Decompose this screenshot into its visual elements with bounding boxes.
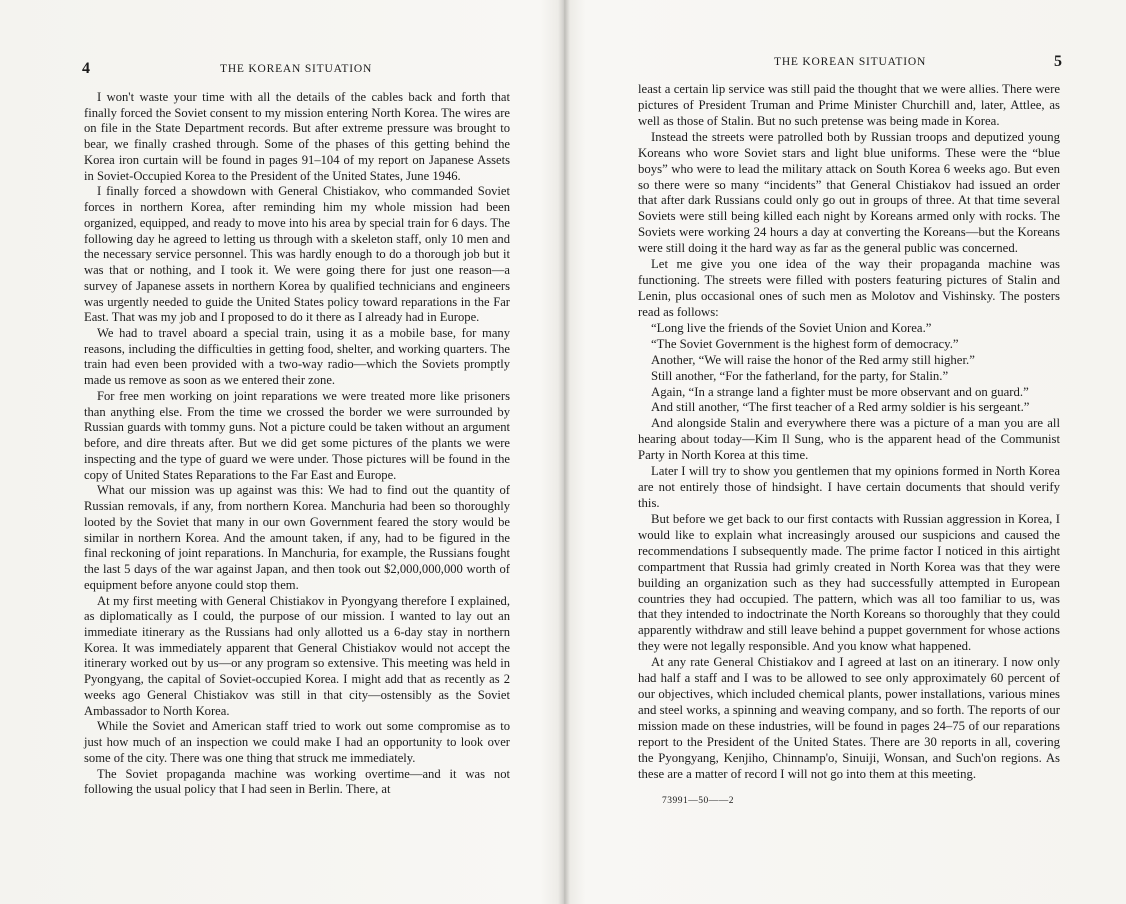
page-number-left: 4 <box>82 60 90 77</box>
paragraph: I finally forced a showdown with General Chistiakov, who commanded Soviet forces in northern Korea, after reminding him my whole mission had been organized, equipped, and ready to move into his area by special train for 6 days. The following day he agreed to letting us through with a skeleton staff, only 10 men and the necessary service personnel. This was hardly enough to do a thorough job but it was that or nothing, and I took it. We were going there for just one reason—a survey of Japanese assets in northern Korea by qualified technicians and engineers was urgently needed to guide the United States policy toward reparations in the Far East. That was my job and I proposed to do it there as I already had in Europe. <box>84 184 510 325</box>
paragraph: For free men working on joint reparations we were treated more like prisoners than anything else. From the time we crossed the border we were surrounded by Russian guards with tommy guns. Not a picture could be taken without an argument before, and dire threats after. But we did get some pictures of the plants we were inspecting and the type of guard we were under. Those pictures will be found in the copy of United States Reparations to the Far East and Europe. <box>84 388 510 482</box>
paragraph: Still another, “For the fatherland, for the party, for Stalin.” <box>651 368 949 383</box>
paragraph: At any rate General Chistiakov and I agreed at last on an itinerary. I now only had half a staff and I was to be allowed to see only approximately 60 percent of our objectives, which included chemical plants, power installations, various mines and steel works, a spinning and weaving company, and so forth. The reports of our mission made on these industries, will be found in pages 24–75 of our reparations report to the President of the United States. There are 30 reports in all, covering the Pyongyang, Kenjiho, Chinnamp'o, Sinuiji, Wonsan, and Such'on regions. As these are a matter of record I will not go into them at this meeting. <box>638 655 1060 781</box>
paragraph: What our mission was up against was this: We had to find out the quantity of Russian removals, if any, from northern Korea. Manchuria had been so thoroughly looted by the Soviet that many in our own Government feared the story would be similar in northern Korea. And the amount taken, if any, had to be figured in the final reckoning of joint reparations. In Manchuria, for example, the Russians fought the last 5 days of the war against Japan, and then took out $2,000,000,000 worth of equipment before anyone could stop them. <box>84 483 510 592</box>
running-head-left: THE KOREAN SITUATION <box>220 63 373 75</box>
paragraph: The Soviet propaganda machine was working overtime—and it was not following the usual policy that I had seen in Berlin. There, at <box>84 766 510 797</box>
paragraph: Later I will try to show you gentlemen that my opinions formed in North Korea are not entirely those of hindsight. I have certain documents that should verify this. <box>638 464 1060 510</box>
paragraph: Another, “We will raise the honor of the Red army still higher.” <box>651 352 975 367</box>
paragraph: Again, “In a strange land a fighter must be more observant and on guard.” <box>651 384 1029 399</box>
paragraph: We had to travel aboard a special train, using it as a mobile base, for many reasons, including the difficulties in getting food, shelter, and working quarters. The train had even been provided with a two-way radio—which the Soviets promptly made us remove as soon as we entered their zone. <box>84 326 510 388</box>
paragraph: Let me give you one idea of the way their propaganda machine was functioning. The streets were filled with posters featuring pictures of Stalin and Lenin, plus occasional ones of such men as Molotov and Vishinsky. The posters read as follows: <box>638 257 1060 319</box>
print-code: 73991—50——2 <box>662 796 734 806</box>
paragraph: While the Soviet and American staff tried to work out some compromise as to just how much of an inspection we could make I had an opportunity to look over some of the city. There was one thing that struck me immediately. <box>84 719 510 765</box>
paragraph: At my first meeting with General Chistiakov in Pyongyang therefore I explained, as diplomatically as I could, the purpose of our mission. I wanted to lay out an immediate itinerary as the Russians had only allotted us a 6-day stay in northern Korea. It was immediately apparent that General Chistiakov would not accept the itinerary worked out by us—or any program so extensive. This meeting was held in Pyongyang, the capital of Soviet-occupied Korea. I might add that as recently as 2 weeks ago General Chistiakov was still in that city—ostensibly as the Soviet Ambassador to North Korea. <box>84 593 510 718</box>
paragraph: “The Soviet Government is the highest form of democracy.” <box>651 336 959 351</box>
paragraph: “Long live the friends of the Soviet Union and Korea.” <box>651 320 932 335</box>
paragraph: But before we get back to our first contacts with Russian aggression in Korea, I would like to explain what increasingly aroused our suspicions and caused the recommendations I subsequently made. The prime factor I noticed in this airtight compartment that Russia had grimly created in North Korea was that they were building an organization such as they had successfully attempted in European countries they had occupied. The pattern, which was all too familiar to us, was that they intended to indoctrinate the North Koreans so thoroughly that they could apparently withdraw and still leave behind a puppet government for whose actions they were not legally responsible. And you know what happened. <box>638 511 1060 654</box>
left-body-text <box>84 90 510 798</box>
running-head-right: THE KOREAN SITUATION <box>774 56 927 68</box>
paragraph: I won't waste your time with all the details of the cables back and forth that finally forced the Soviet consent to my mission entering North Korea. The wires are on file in the State Department records. But after extreme pressure was brought to bear, we finally crashed through. Some of the phases of this getting behind the Korea iron curtain will be found in pages 91–104 of my report on Japanese Assets in Soviet-Occupied Korea to the President of the United States, June 1946. <box>84 90 510 183</box>
paragraph: And alongside Stalin and everywhere there was a picture of a man you are all hearing about today—Kim Il Sung, who is the apparent head of the Communist Party in North Korea at this time. <box>638 416 1060 463</box>
paragraph: Instead the streets were patrolled both by Russian troops and deputized young Koreans who wore Soviet stars and light blue uniforms. These were the “blue boys” who were to lead the military attack on South Korea 6 weeks ago. But even so there were so many “incidents” that General Chistiakov had issued an order that after dark Russians could only go out in groups of three. At that time several Soviets were still being killed each night by Koreans armed only with rocks. The Soviets were working 24 hours a day at converting the Koreans—but the Koreans were still doing it the hard way as far as the general public was concerned. <box>638 129 1060 256</box>
left-page <box>0 0 560 904</box>
right-page <box>568 0 1126 904</box>
right-body-text <box>638 82 1060 783</box>
paragraph: And still another, “The first teacher of a Red army soldier is his sergeant.” <box>651 400 1030 415</box>
paragraph-continued: least a certain lip service was still paid the thought that we were allies. There were pictures of President Truman and Prime Minister Churchill and, later, Attlee, as well as those of Stalin. But no such pretense was being made in Korea. <box>638 82 1060 128</box>
page-number-right: 5 <box>1054 53 1062 70</box>
